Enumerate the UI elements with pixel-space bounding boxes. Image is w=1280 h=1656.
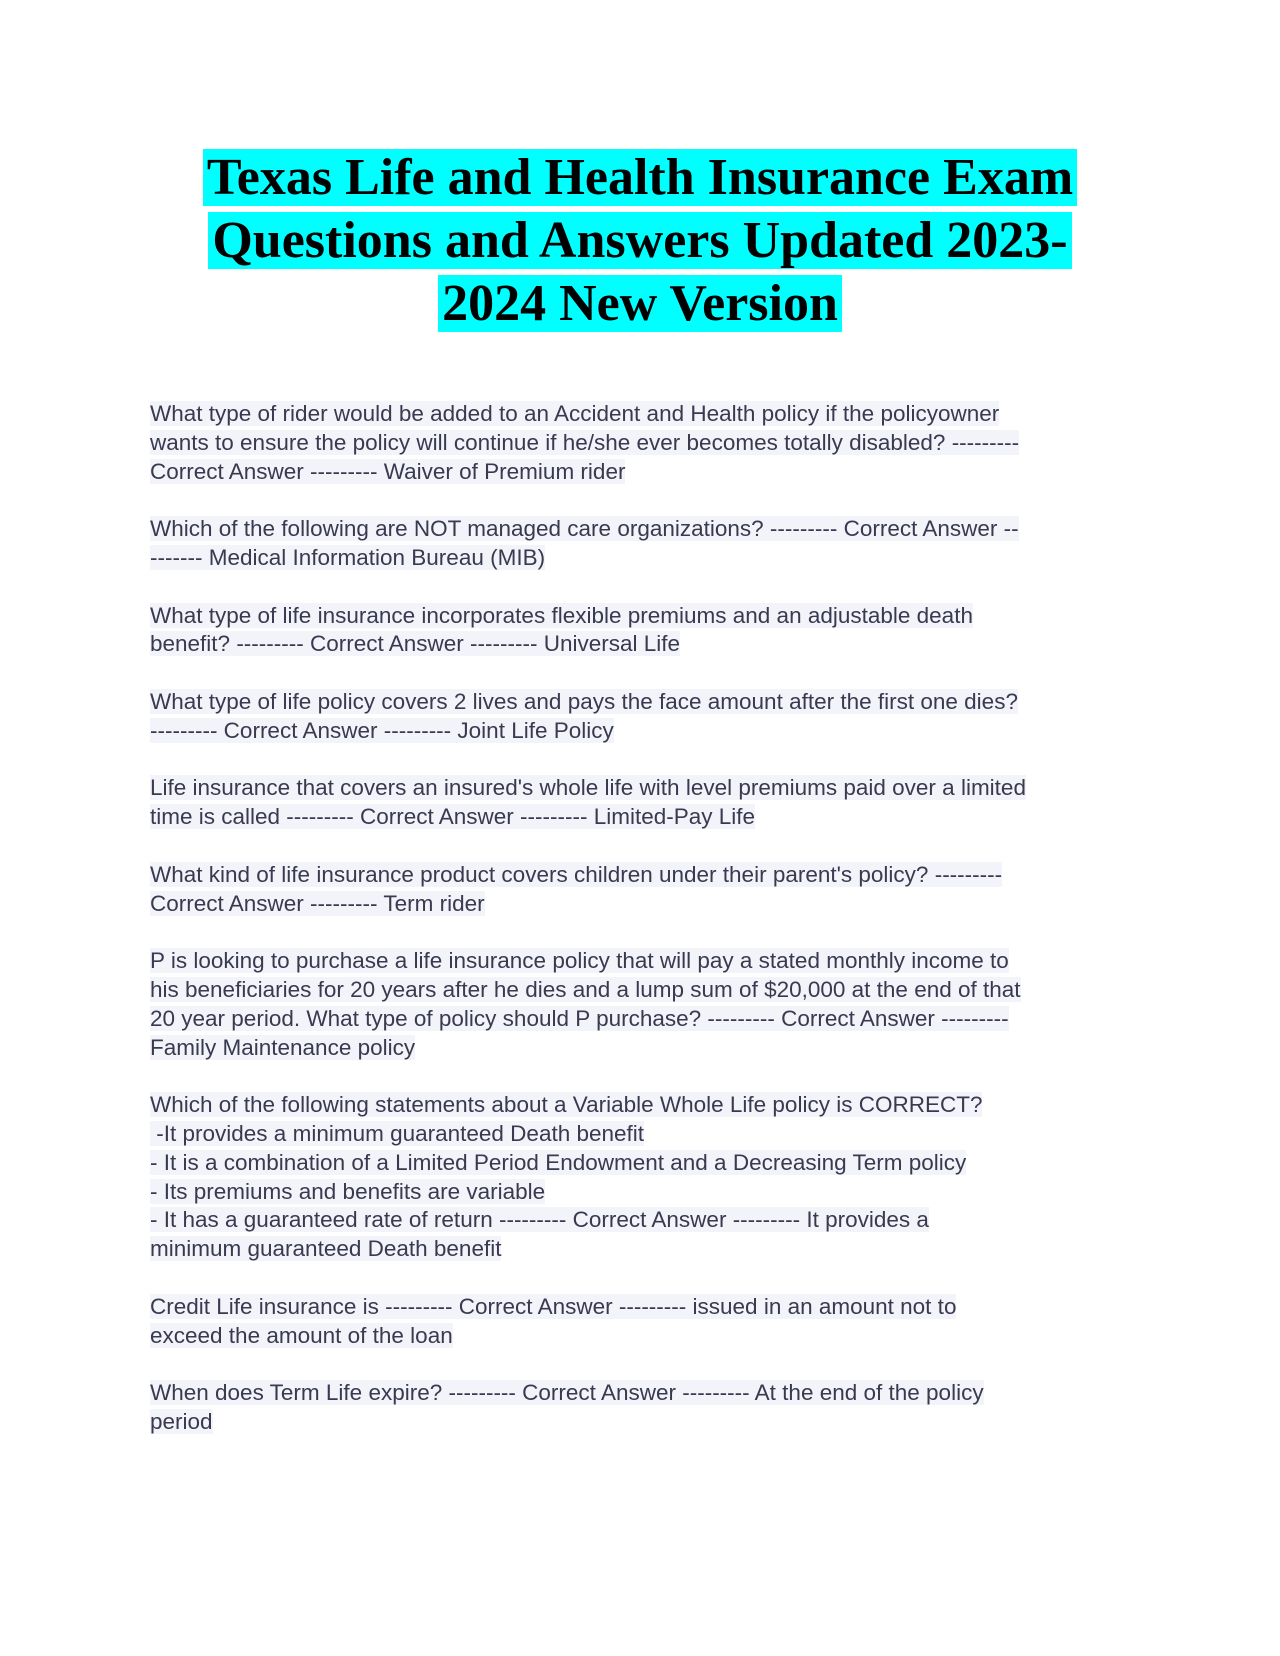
qa-line: period — [150, 1408, 213, 1434]
document-title — [150, 146, 1130, 335]
qa-line: What type of life policy covers 2 lives and pays the face amount after the first one dies? — [150, 688, 1018, 714]
qa-line: wants to ensure the policy will continue if he/she ever becomes totally disabled? --------- — [150, 429, 1020, 455]
qa-line: P is looking to purchase a life insurance policy that will pay a stated monthly income to — [150, 948, 1009, 974]
qa-line: What type of rider would be added to an Accident and Health policy if the policyowner — [150, 401, 1000, 426]
qa-item — [150, 947, 1130, 1062]
qa-line: What type of life insurance incorporates flexible premiums and an adjustable death — [150, 602, 973, 628]
qa-line: Life insurance that covers an insured's whole life with level premiums paid over a limited — [150, 775, 1026, 801]
qa-line: Which of the following are NOT managed care organizations? --------- Correct Answer -- — [150, 516, 1019, 542]
qa-line: his beneficiaries for 20 years after he dies and a lump sum of $20,000 at the end of that — [150, 976, 1021, 1002]
qa-item — [150, 602, 1130, 660]
qa-line: When does Term Life expire? --------- Correct Answer --------- At the end of the policy — [150, 1380, 984, 1406]
qa-item — [150, 1379, 1130, 1437]
qa-item — [150, 400, 1130, 486]
qa-item — [150, 515, 1130, 573]
title-line-1: Texas Life and Health Insurance Exam — [203, 149, 1077, 206]
qa-line: - It has a guaranteed rate of return --------- Correct Answer --------- It provides a — [150, 1207, 929, 1233]
qa-line: 20 year period. What type of policy should P purchase? --------- Correct Answer --------- — [150, 1005, 1009, 1031]
qa-line: Correct Answer --------- Waiver of Premium rider — [150, 458, 626, 484]
qa-list — [150, 400, 1130, 1465]
qa-line: benefit? --------- Correct Answer --------- Universal Life — [150, 631, 681, 657]
qa-line: --------- Correct Answer --------- Joint Life Policy — [150, 717, 614, 743]
qa-item — [150, 861, 1130, 919]
qa-line: - It is a combination of a Limited Period Endowment and a Decreasing Term policy — [150, 1149, 967, 1175]
qa-item — [150, 774, 1130, 832]
qa-line: exceed the amount of the loan — [150, 1322, 453, 1348]
qa-line: - Its premiums and benefits are variable — [150, 1178, 546, 1204]
qa-line: What kind of life insurance product covers children under their parent's policy? --------- — [150, 861, 1003, 887]
qa-line: minimum guaranteed Death benefit — [150, 1236, 502, 1262]
qa-item — [150, 1293, 1130, 1351]
qa-line: Correct Answer --------- Term rider — [150, 890, 485, 916]
qa-line: Family Maintenance policy — [150, 1034, 416, 1060]
title-line-2: Questions and Answers Updated 2023- — [208, 212, 1071, 269]
qa-item — [150, 688, 1130, 746]
qa-line: -It provides a minimum guaranteed Death benefit — [150, 1120, 645, 1146]
title-line-3: 2024 New Version — [438, 275, 842, 332]
qa-line: ------- Medical Information Bureau (MIB) — [150, 544, 546, 570]
qa-line: Credit Life insurance is --------- Correct Answer --------- issued in an amount not to — [150, 1293, 957, 1319]
qa-line: Which of the following statements about a Variable Whole Life policy is CORRECT? — [150, 1092, 983, 1118]
qa-item — [150, 1091, 1130, 1264]
qa-line: time is called --------- Correct Answer --------- Limited-Pay Life — [150, 804, 756, 830]
